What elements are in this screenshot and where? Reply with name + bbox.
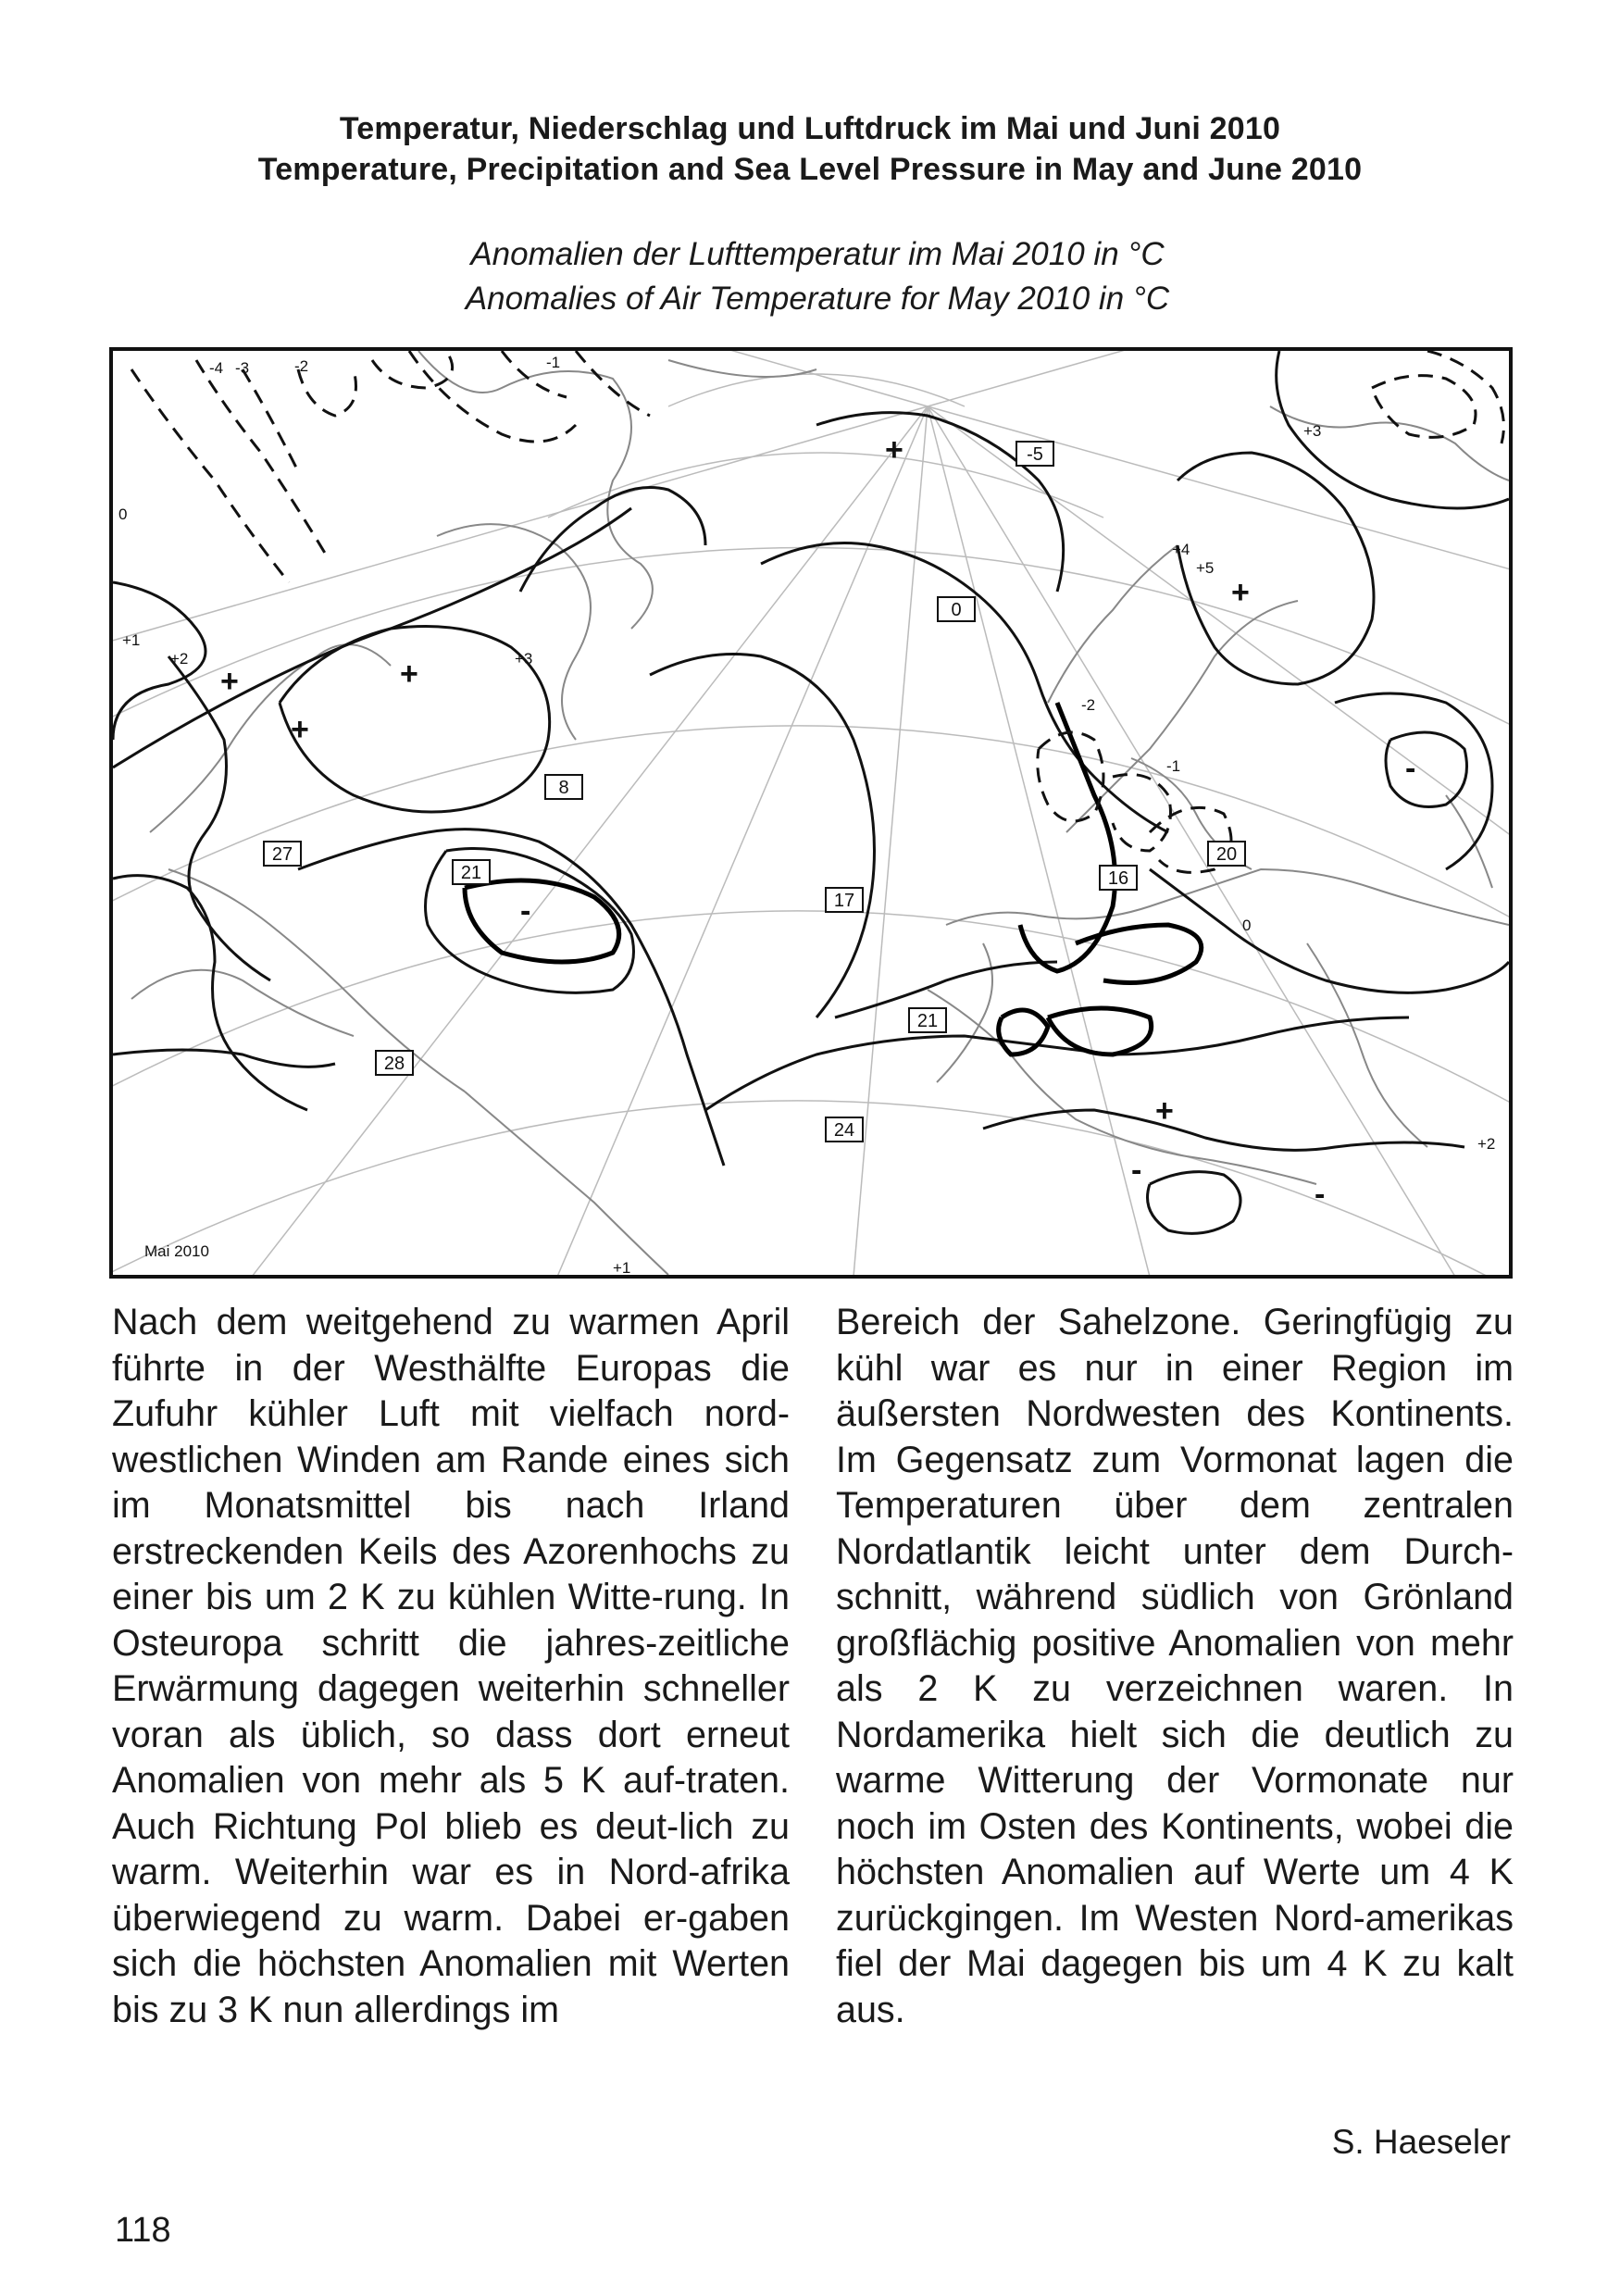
contour-label: -2	[1081, 696, 1096, 714]
contour-label: +2	[170, 650, 189, 668]
sign-marker: +	[1155, 1093, 1174, 1129]
box-value-10: 28	[383, 1054, 405, 1074]
box-value-7: 16	[1107, 868, 1129, 889]
box-value-8: 20	[1215, 844, 1238, 865]
box-value-4: 27	[271, 844, 293, 865]
sign-marker: -	[1131, 1153, 1142, 1188]
box-value-1: -5	[1027, 444, 1043, 465]
box-value-5: 21	[460, 863, 482, 883]
sign-marker: +	[1231, 575, 1250, 610]
box-value-9: 21	[916, 1011, 939, 1031]
sign-marker: -	[1405, 751, 1416, 786]
contour-label: -2	[294, 357, 309, 375]
contour-label: 0	[1242, 917, 1252, 934]
contour-label: +1	[613, 1259, 631, 1275]
figure-caption-english: Anomalies of Air Temperature for May 2010 in °C	[465, 281, 1170, 317]
contour-label: -3	[235, 359, 250, 377]
box-value-2: 0	[951, 600, 962, 620]
title-english: Temperature, Precipitation and Sea Level Pressure in May and June 2010	[257, 152, 1363, 187]
contour-label: +4	[1172, 541, 1190, 558]
contour-label: 0	[118, 505, 128, 523]
page-number: 118	[115, 2211, 171, 2250]
sign-marker: -	[520, 893, 531, 929]
contour-label: -1	[1166, 757, 1181, 775]
contour-label: -4	[209, 359, 224, 377]
sign-marker: +	[220, 664, 239, 699]
title-german: Temperatur, Niederschlag und Luftdruck im Mai und Juni 2010	[339, 111, 1281, 146]
temperature-anomaly-map	[109, 347, 1513, 1279]
body-column-right	[836, 1300, 1514, 2033]
box-value-6: 17	[833, 891, 855, 911]
map-drawing	[113, 351, 1509, 1275]
author-name: S. Haeseler	[1331, 2123, 1511, 2161]
sign-marker: -	[1315, 1177, 1326, 1212]
body-column-left	[112, 1300, 790, 2033]
body-paragraph-left: Nach dem weitgehend zu warmen April führte in der Westhälfte Europas die Zufuhr kühler Luft mit vielfach nord-westlichen Winden am Rande eines sich im Monatsmittel bis nach Irland erstreckenden Keils des Azorenhochs zu einer bis um 2 K zu kühlen Witte-rung. In Osteuropa schritt die jahres-zeitliche Erwärmung dagegen weiterhin schneller voran als üblich, so dass dort erneut Anomalien von mehr als 5 K auf-traten. Auch Richtung Pol blieb es deut-lich zu warm. Weiterhin war es in Nord-afrika überwiegend zu warm. Dabei er-gaben sich die höchsten Anomalien mit Werten bis zu 3 K nun allerdings im	[112, 1302, 790, 2030]
contour-label: +1	[122, 631, 141, 649]
box-value-3: 8	[558, 778, 569, 798]
contour-label: +3	[1303, 422, 1322, 440]
contour-label: +5	[1196, 559, 1215, 577]
sign-marker: +	[291, 712, 309, 747]
box-value-11: 24	[833, 1120, 855, 1141]
sign-marker: +	[400, 656, 418, 692]
contour-label: -1	[546, 354, 561, 371]
map-stamp: Mai 2010	[144, 1242, 209, 1260]
figure-caption-german: Anomalien der Lufttemperatur im Mai 2010 in °C	[470, 236, 1165, 272]
contour-label: +2	[1477, 1135, 1496, 1153]
contour-label: +3	[515, 650, 533, 668]
body-paragraph-right: Bereich der Sahelzone. Geringfügig zu kühl war es nur in einer Region im äußersten Nordwesten des Kontinents. Im Gegensatz zum Vormonat lagen die Temperaturen über dem zentralen Nordatlantik leicht unter dem Durch-schnitt, während südlich von Grönland großflächig positive Anomalien von mehr als 2 K zu verzeichnen waren. In Nordamerika hielt sich die deutlich zu warme Witterung der Vormonate nur noch im Osten des Kontinents, wobei die höchsten Anomalien auf Werte um 4 K zurückgingen. Im Westen Nord-amerikas fiel der Mai dagegen bis um 4 K zu kalt aus.	[836, 1302, 1514, 2030]
sign-marker: +	[885, 432, 903, 468]
